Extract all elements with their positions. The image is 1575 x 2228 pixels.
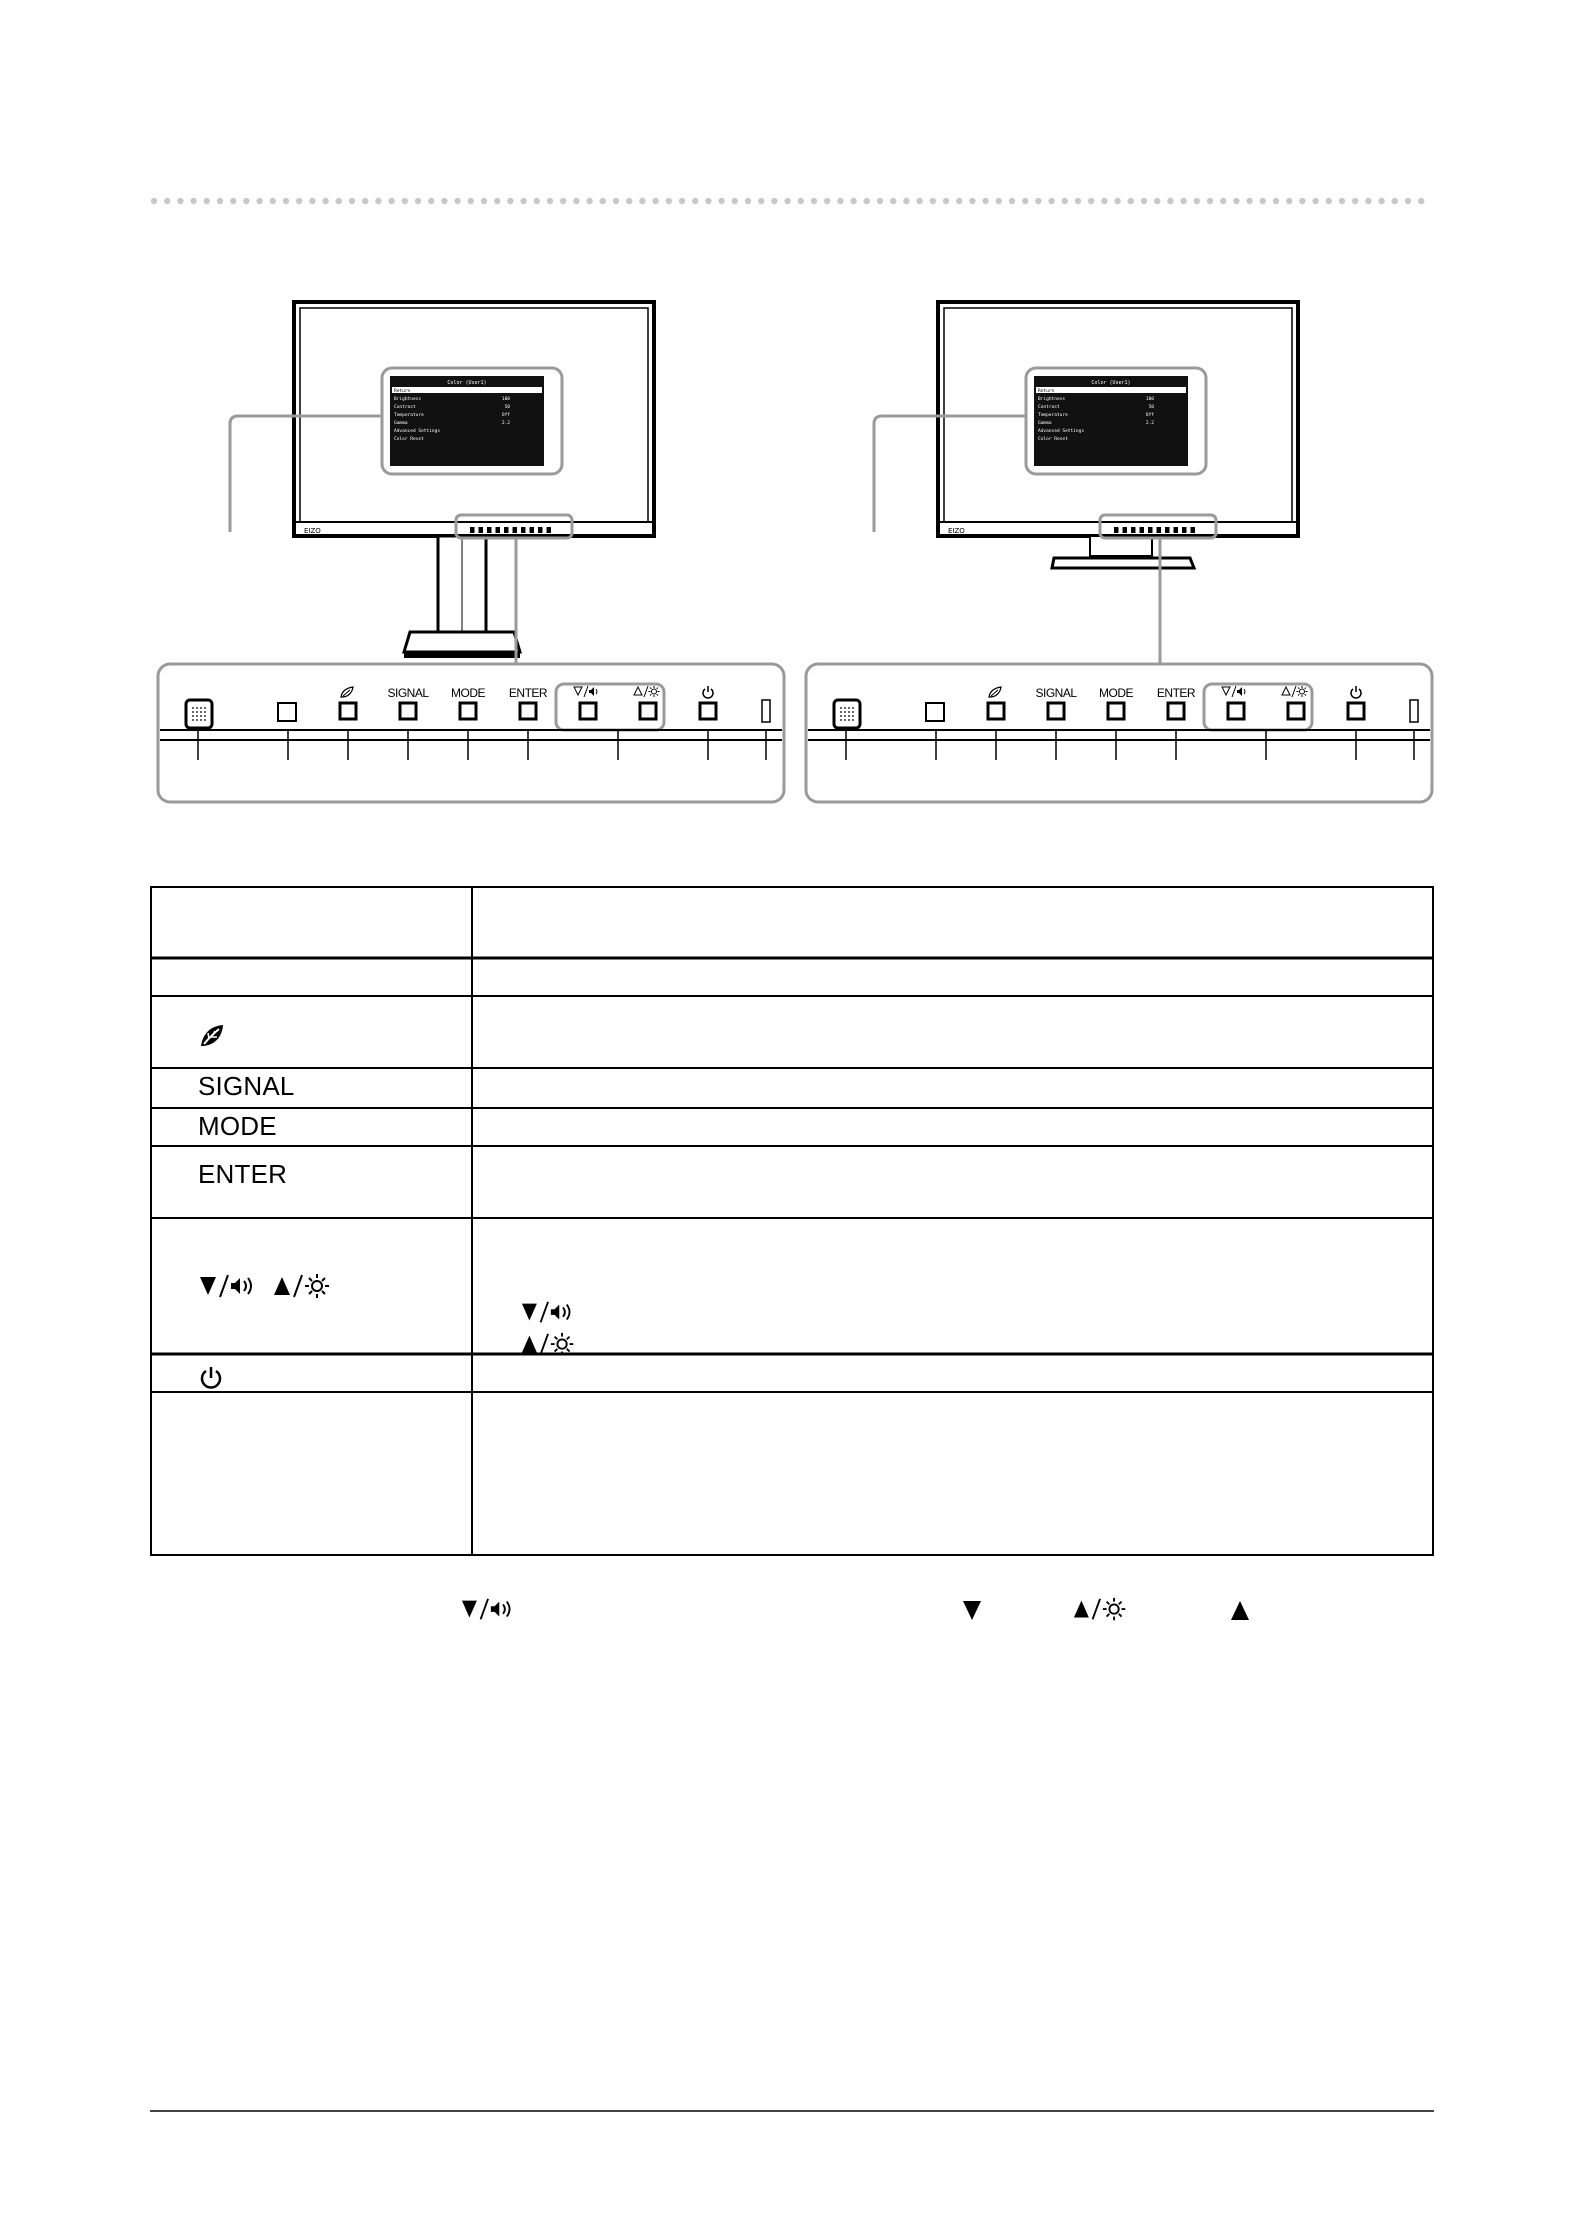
panel-button bbox=[1288, 703, 1304, 719]
osd-row-value: 50 bbox=[504, 405, 510, 410]
osd-title: Color (User1) bbox=[447, 380, 487, 386]
osd-row-name: Temperature bbox=[394, 413, 424, 418]
osd-row-name: Gamma bbox=[1038, 421, 1052, 426]
panel-button bbox=[1048, 703, 1064, 719]
signal-label: SIGNAL bbox=[198, 1070, 295, 1101]
osd-row-name: Advanced Settings bbox=[394, 429, 441, 434]
osd-row-value: 2.2 bbox=[501, 421, 510, 426]
panel-button bbox=[520, 703, 536, 719]
footnote-down-arrow bbox=[962, 1598, 982, 1627]
mode-label: MODE bbox=[198, 1110, 277, 1141]
control-panel-left bbox=[158, 664, 784, 802]
power-led bbox=[762, 700, 770, 722]
bezel-button bbox=[487, 527, 492, 533]
osd-row-value: 100 bbox=[501, 397, 510, 402]
osd-row-name: Return bbox=[1038, 389, 1055, 394]
table-row-signal bbox=[198, 1066, 295, 1106]
osd-row-name: Contrast bbox=[394, 405, 416, 410]
bezel-button bbox=[513, 527, 518, 533]
bezel-button bbox=[479, 527, 484, 533]
bezel-button bbox=[530, 527, 535, 533]
osd-row-name: Color Reset bbox=[394, 437, 424, 442]
panel-button bbox=[1348, 703, 1364, 719]
down-volume-icon bbox=[198, 1272, 260, 1302]
panel-button bbox=[460, 703, 476, 719]
panel-button bbox=[700, 703, 716, 719]
bezel-button bbox=[470, 527, 475, 533]
sensor-window bbox=[186, 700, 212, 728]
mode-panel-label: MODE bbox=[451, 686, 485, 700]
footnote-up-brightness bbox=[1070, 1596, 1132, 1629]
controls-table bbox=[150, 886, 1434, 1556]
mode-panel-label: MODE bbox=[1099, 686, 1133, 700]
monitor-right bbox=[938, 302, 1298, 664]
bezel-button bbox=[504, 527, 509, 533]
up-arrow-icon bbox=[1230, 1598, 1250, 1622]
arrow-desc-down bbox=[518, 1298, 580, 1328]
footer-rule bbox=[150, 2110, 1434, 2112]
table-row-mode bbox=[198, 1106, 277, 1146]
panel-button bbox=[640, 703, 656, 719]
bezel-button bbox=[1131, 527, 1136, 533]
osd-row-name: Temperature bbox=[1038, 413, 1068, 418]
osd-row-name: Brightness bbox=[394, 397, 422, 402]
bezel-button bbox=[538, 527, 543, 533]
osd-row-value: Off bbox=[1145, 413, 1154, 418]
control-panel-right bbox=[806, 664, 1432, 802]
bezel-button bbox=[521, 527, 526, 533]
bezel-button bbox=[1174, 527, 1179, 533]
osd-title: Color (User1) bbox=[1091, 380, 1131, 386]
bezel-button bbox=[496, 527, 501, 533]
panel-button bbox=[580, 703, 596, 719]
monitor-diagram bbox=[0, 0, 1575, 860]
osd-row-name: Brightness bbox=[1038, 397, 1066, 402]
eco-square bbox=[278, 703, 296, 721]
table-grid bbox=[150, 886, 1434, 1556]
bezel-button bbox=[1123, 527, 1128, 533]
bezel-button bbox=[1140, 527, 1145, 533]
up-brightness-icon bbox=[1070, 1596, 1132, 1624]
up-brightness-icon bbox=[272, 1272, 334, 1302]
down-volume-icon bbox=[518, 1299, 580, 1327]
bezel-button bbox=[1182, 527, 1187, 533]
eco-leaf-icon bbox=[198, 1022, 226, 1050]
osd-row-value: 2.2 bbox=[1145, 421, 1154, 426]
monitor-left bbox=[294, 302, 654, 664]
sensor-window bbox=[834, 700, 860, 728]
bezel-button bbox=[1165, 527, 1170, 533]
enter-panel-label: ENTER bbox=[508, 686, 548, 700]
panel-button bbox=[400, 703, 416, 719]
dotted-separator bbox=[151, 198, 1425, 204]
panel-button bbox=[1228, 703, 1244, 719]
bezel-button bbox=[1148, 527, 1153, 533]
svg-text:EIZO: EIZO bbox=[304, 527, 321, 535]
osd-row-value: 50 bbox=[1148, 405, 1154, 410]
footnote-down-volume bbox=[458, 1596, 520, 1629]
panel-button bbox=[340, 703, 356, 719]
down-volume-icon bbox=[458, 1596, 520, 1624]
osd-row-name: Gamma bbox=[394, 421, 408, 426]
signal-panel-label: SIGNAL bbox=[1035, 686, 1077, 700]
table-row-eco bbox=[198, 1016, 226, 1056]
osd-row-value: 100 bbox=[1145, 397, 1154, 402]
panel-button bbox=[988, 703, 1004, 719]
osd-row-value: Off bbox=[501, 413, 510, 418]
panel-button bbox=[1108, 703, 1124, 719]
table-row-enter bbox=[198, 1150, 287, 1198]
table-row-power bbox=[198, 1358, 224, 1398]
bezel-button bbox=[1157, 527, 1162, 533]
signal-panel-label: SIGNAL bbox=[387, 686, 429, 700]
enter-label: ENTER bbox=[198, 1158, 288, 1189]
enter-panel-label: ENTER bbox=[1156, 686, 1196, 700]
table-row-arrows bbox=[198, 1270, 334, 1304]
osd-row-name: Advanced Settings bbox=[1038, 429, 1085, 434]
osd-row-name: Color Reset bbox=[1038, 437, 1068, 442]
eco-square bbox=[926, 703, 944, 721]
panel-frame bbox=[158, 664, 784, 802]
up-brightness-icon bbox=[518, 1331, 580, 1359]
svg-text:EIZO: EIZO bbox=[948, 527, 965, 535]
footnote-up-arrow bbox=[1230, 1598, 1250, 1627]
panel-button bbox=[1168, 703, 1184, 719]
osd-row-name: Return bbox=[394, 389, 411, 394]
bezel-button bbox=[1191, 527, 1196, 533]
osd-row-name: Contrast bbox=[1038, 405, 1060, 410]
panel-frame bbox=[806, 664, 1432, 802]
down-arrow-icon bbox=[962, 1598, 982, 1622]
bezel-button bbox=[547, 527, 552, 533]
arrow-desc-up bbox=[518, 1330, 580, 1360]
bezel-button bbox=[1114, 527, 1119, 533]
power-led bbox=[1410, 700, 1418, 722]
power-icon bbox=[198, 1365, 224, 1391]
